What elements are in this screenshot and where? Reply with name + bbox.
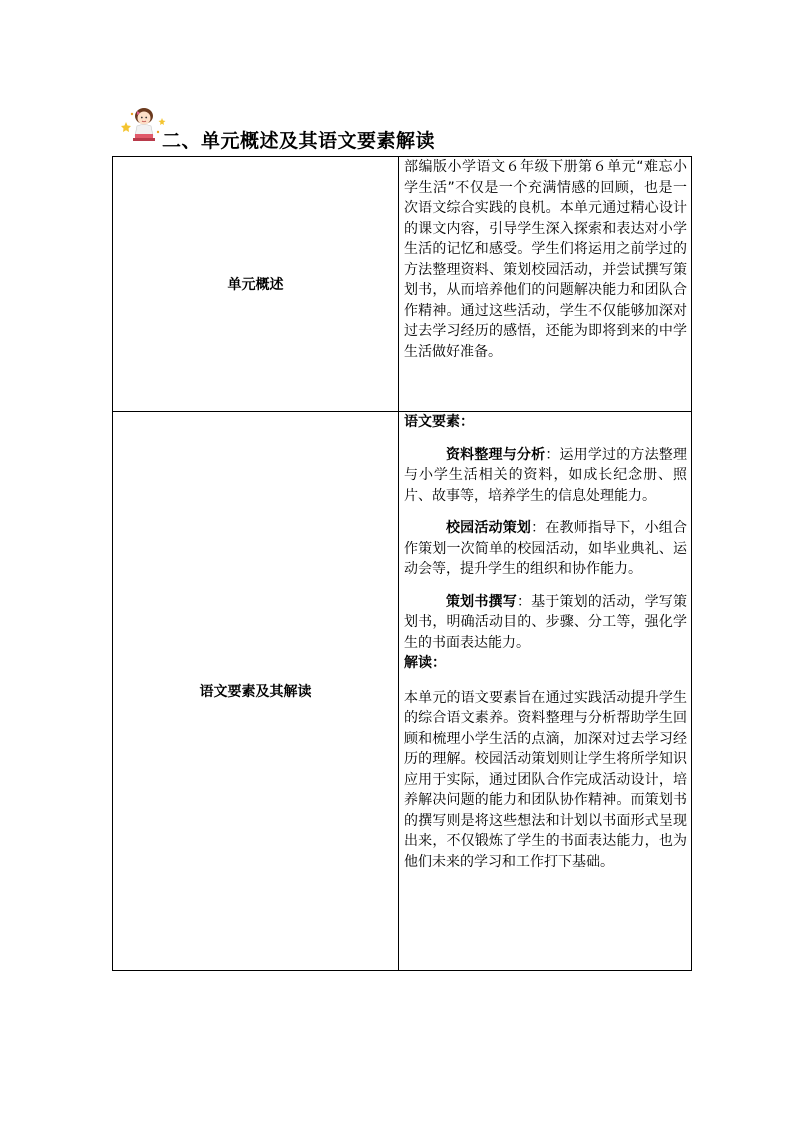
- interpretation-text: 本单元的语文要素旨在通过实践活动提升学生的综合语文素养。资料整理与分析帮助学生回顾和梳理小学生活的点滴，加深对过去学习经历的理解。校园活动策划则让学生将所学知识应用于实际，通过团队合作完成活动设计，培养解决问题的能力和团队协作精神。而策划书的撰写则是将这些想法和计划以书面形式呈现出来，不仅锻炼了学生的书面表达能力，也为他们未来的学习和工作打下基础。: [404, 689, 687, 870]
- interpretation-heading: 解读：: [404, 655, 446, 671]
- overview-text: 部编版小学语文６年级下册第６单元“难忘小学生活”不仅是一个充满情感的回顾，也是一次语文综合实践的良机。本单元通过精心设计的课文内容，引导学生深入探索和表达对小学生活的记忆和感受。学生们将运用之前学过的方法整理资料、策划校园活动，并尝试撰写策划书，从而培养他们的问题解决能力和团队合作精神。通过这些活动，学生不仅能够加深对过去学习经历的感悟，还能为即将到来的中学生活做好准备。: [404, 159, 687, 360]
- section-title: 二、单元概述及其语文要素解读: [162, 130, 436, 152]
- element-item: 策划书撰写：基于策划的活动，学写策划书，明确活动目的、步骤、分工等，强化学生的书面表达能力。: [404, 593, 687, 651]
- table-row: [113, 157, 692, 412]
- element-term: 策划书撰写: [446, 593, 517, 610]
- elements-heading: 语文要素：: [404, 414, 474, 430]
- element-desc: 在教师指导下，小组合作策划一次简单的校园活动，如毕业典礼、运动会等，提升学生的组织和协作能力。: [404, 520, 687, 577]
- section-header: [120, 104, 720, 156]
- element-item: 资料整理与分析：运用学过的方法整理与小学生活相关的资料，如成长纪念册、照片、故事等，培养学生的信息处理能力。: [404, 446, 687, 504]
- element-item: 校园活动策划：在教师指导下，小组合作策划一次简单的校园活动，如毕业典礼、运动会等，提升学生的组织和协作能力。: [404, 520, 687, 577]
- element-desc: 运用学过的方法整理与小学生活相关的资料，如成长纪念册、照片、故事等，培养学生的信息处理能力。: [404, 446, 687, 504]
- row-label-overview: 单元概述: [113, 157, 399, 412]
- element-term: 校园活动策划: [446, 520, 532, 536]
- element-desc: 基于策划的活动，学写策划书，明确活动目的、步骤、分工等，强化学生的书面表达能力。: [404, 593, 687, 651]
- elements-cell: [399, 412, 692, 971]
- overview-cell: [399, 157, 692, 412]
- row-label-elements: 语文要素及其解读: [113, 412, 399, 971]
- unit-table: [112, 156, 692, 971]
- element-term: 资料整理与分析: [446, 446, 546, 463]
- table-row: [113, 412, 692, 971]
